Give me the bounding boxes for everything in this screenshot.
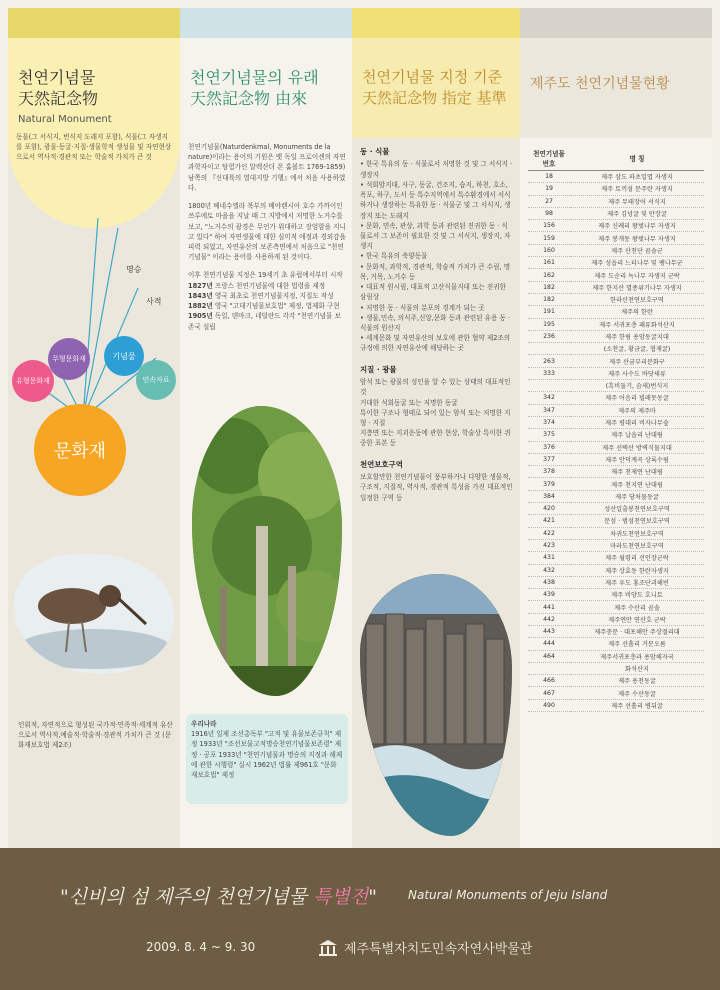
criteria-item: • 저명한 동 · 식물의 분포의 경계가 되는 곳 — [360, 303, 485, 312]
intro-text: 동물(그 서식지, 번식지 도래지 포함), 식물(그 자생지를 포함), 광물·동굴·지질·생물학적 생성물 및 자연현상으로서 역사적·경관적 또는 학술적 가치가 큰 것 — [16, 133, 172, 162]
criteria-item: • 대표적 원시림, 대표적 고산식물지대 또는 진귀한 삼림상 — [360, 283, 506, 302]
table-row — [528, 625, 704, 637]
history-item — [188, 301, 346, 311]
monument-number: 420 — [528, 503, 570, 515]
history-text: 영국 최초로 천연기념물지정, 지질도 작성 — [214, 291, 334, 300]
monument-name: 제주의 한란 — [570, 306, 704, 318]
table-row — [528, 306, 704, 318]
criteria-text-item: 저명한 동 · 식물의 분포의 경계가 되는 곳 — [366, 303, 485, 312]
table-row — [528, 527, 704, 539]
history-text: 독일, 덴마크, 네덜란드 각각 "천연기념물 보존국 설립 — [188, 312, 341, 331]
monument-name: 제주 안덕계곡 상록수림 — [570, 453, 704, 465]
criteria-item: • 한국 특유의 동 · 식물로서 저명한 것 및 그 서식지 · 생장지 — [360, 160, 513, 179]
table-row — [528, 183, 704, 195]
criteria-item: • 문화적, 과학적, 경관적, 학술적 가치가 큰 수림, 명목, 거목, 노거수 등 — [360, 262, 511, 281]
origin-paragraph-3: 이후 천연기념물 지정은 19세기 초 유럽에서부터 시작 — [188, 271, 343, 280]
criteria-text-item: 대표적 원시림, 대표적 고산식물지대 또는 진귀한 삼림상 — [360, 283, 506, 302]
monument-number: 156 — [528, 220, 570, 232]
monument-number: 160 — [528, 244, 570, 256]
bubble-monument: 기념물 — [104, 336, 144, 376]
table-row — [528, 613, 704, 625]
exhibition-title-highlight: 특별전 — [313, 886, 369, 908]
table-row — [528, 416, 704, 428]
monument-name: 제주 비양도 호니토 — [570, 589, 704, 601]
table-row — [528, 367, 704, 379]
monument-name: 제주 수산동굴 — [570, 687, 704, 699]
forest-image — [192, 406, 342, 696]
history-text: 프랑스 천연기념물에 대한 법령을 제정 — [214, 281, 326, 290]
monument-name: 제주중문 · 대포해안 주상절리대 — [570, 625, 704, 637]
monument-name: 제주 신례리 왕벚나무 자생지 — [570, 220, 704, 232]
exhibition-date: 2009. 8. 4 ~ 9. 30 — [146, 940, 256, 954]
monument-number: 379 — [528, 478, 570, 490]
table-row — [528, 576, 704, 588]
monument-name: 차귀도천연보호구역 — [570, 527, 704, 539]
exhibition-title-part: "신비의 섬 제주의 천연기념물 — [60, 886, 314, 908]
table-row — [528, 232, 704, 244]
monument-number: 464 — [528, 650, 570, 662]
monument-number: 421 — [528, 515, 570, 527]
criteria-text-item: 거대한 석회동굴 또는 저명한 동굴 — [360, 398, 458, 407]
table-row — [528, 662, 704, 674]
monument-number: 347 — [528, 404, 570, 416]
section-heading-geology: 지질 · 광물 — [360, 364, 397, 374]
monument-number — [528, 380, 570, 392]
monument-number: 439 — [528, 589, 570, 601]
table-header-row — [528, 146, 704, 171]
column-criteria — [352, 8, 520, 848]
column-title: 제주도 천연기념물현황 — [530, 76, 670, 92]
english-title: Natural Monument — [18, 114, 112, 125]
table-row — [528, 589, 704, 601]
table-row — [528, 564, 704, 576]
criteria-item: • 한국 특유의 축양동물 — [360, 252, 428, 261]
color-bar — [352, 8, 520, 38]
cultural-heritage-definition: 인위적, 자연적으로 형성된 국가적·민족적·세계적 유산으로서 역사적,예술적·학술적·경관적 가치가 큰 것 (문화재보호법 제2조) — [18, 721, 173, 750]
column-title: 천연기념물 지정 기준 — [362, 68, 502, 86]
korea-history-box — [186, 714, 348, 804]
exhibition-title-english: Natural Monuments of Jeju Island — [408, 888, 608, 902]
monument-number: 443 — [528, 625, 570, 637]
history-year: 1827년 — [188, 281, 213, 290]
monument-number: 431 — [528, 552, 570, 564]
monument-number: 374 — [528, 416, 570, 428]
column-subtitle: 天然記念物 指定 基準 — [362, 89, 507, 107]
museum-building-icon — [318, 939, 338, 957]
origin-paragraph-2: 1800년 베네수엘라 북부의 베야렌시아 호수 가까이인 쓰루에토 마을을 지날 때 그 지방에서 저명한 노거수를 보고, "노거수의 광경은 무언가 위대하고 장엄함을 지니고 있다" 하여 자연생물에 대한 심미적 애정과 경외감을 피력 되었고, 자연유산의 보존측면에서 처음으로 "천연기념물" 이라는 용어를 사용하게 된 것이다. — [188, 202, 346, 262]
criteria-text-item: 암석 또는 광물의 성인을 알 수 있는 상태의 대표적인 것 — [360, 378, 511, 397]
monument-name: 제주의 제주마 — [570, 404, 704, 416]
history-item — [188, 311, 346, 331]
monument-number: 467 — [528, 687, 570, 699]
criteria-text-item: 한국 특유의 동 · 식물로서 저명한 것 및 그 서식지 · 생장지 — [360, 160, 513, 179]
criteria-text-item: 석회암지대, 사구, 동굴, 건조지, 습지, 하천, 호소, 폭포, 하구, 도서 등 특수지역에서 특수환경에서 서식하거나 생장하는 특유한 동 · 식물군 및 그 서식지, 생장지 또는 도래지 — [360, 180, 511, 220]
monument-name: (소천굴, 황금굴, 협재굴) — [570, 343, 704, 355]
criteria-item: • 문화, 민속, 관상, 과학 등과 관련된 진귀한 동 · 식물로서 그 보존이 필요한 것 및 그 서식지, 생장지, 자생지 — [360, 221, 511, 251]
column-jeju-status — [520, 8, 712, 848]
korea-history-text: 1916년 일제 조선총독부 "고적 및 유물보존규칙" 제정 1933년 "조선보물고적명승천연기념물보존령" 제정 · 공포 1933년 "천연기념물과 명승의 지정과 해제에 관한 시행령" 실시 1962년 법률 제961호 "문화재보호법" 제정 — [191, 730, 343, 780]
column-origin — [180, 8, 352, 848]
monument-name: 제주 수산리 곰솔 — [570, 601, 704, 613]
monument-name: 제주 어음리 빌레못동굴 — [570, 392, 704, 404]
column-subtitle: 天然記念物 — [18, 89, 99, 108]
history-year: 1882년 — [188, 302, 213, 311]
label-scenic: 명승 — [126, 265, 142, 274]
table-row — [528, 675, 704, 687]
monument-name: 제주 상효동 한란자생지 — [570, 564, 704, 576]
criteria-text-item: 문화적, 과학적, 경관적, 학술적 가치가 큰 수림, 명목, 거목, 노거수 등 — [360, 262, 511, 281]
monument-number: 191 — [528, 306, 570, 318]
korea-history-heading: 우리나라 — [191, 720, 217, 728]
origin-paragraph-1: 천연기념물(Naturdenkmal, Monuments de la nature)이라는 용어의 기원은 옛 독일 프로이센의 자연과학자이고 탐험가인 알렉산더 폰 훔볼트 1769-1859)남쪽의 『신대륙의 열대지방 기행』에서 처음 사용하였다. — [188, 143, 346, 192]
monument-name: 제주 한지산 멸종위기나무 자생지 — [570, 281, 704, 293]
monument-name: 제주 봉개동 왕벚나무 자생지 — [570, 232, 704, 244]
criteria-item — [360, 398, 514, 408]
section-heading-reserve: 천연보호구역 — [360, 459, 403, 469]
monument-number: 27 — [528, 195, 570, 207]
table-row — [528, 318, 704, 330]
table-row — [528, 171, 704, 183]
monument-number: 466 — [528, 675, 570, 687]
monument-number: 195 — [528, 318, 570, 330]
bubble-tangible: 유형문화재 — [12, 360, 54, 402]
footer-banner — [0, 848, 720, 990]
table-row — [528, 195, 704, 207]
monument-name: 화석산지 — [570, 662, 704, 674]
header-name: 명 칭 — [570, 146, 704, 171]
monument-name: 제주 도순리 녹나무 자생지 군락 — [570, 269, 704, 281]
monument-number: 162 — [528, 269, 570, 281]
monument-name: 제주 납읍리 난대림 — [570, 429, 704, 441]
monument-name: 한라산천연보호구역 — [570, 293, 704, 305]
monument-name: 제주 선흘리 거문오름 — [570, 638, 704, 650]
monument-number: 19 — [528, 183, 570, 195]
criteria-text-item: 특이한 구조나 형태로 되어 있는 암석 또는 저명한 지형 · 지질 — [360, 408, 511, 427]
monument-name: 제주 월령리 선인장군락 — [570, 552, 704, 564]
origin-text — [188, 142, 346, 332]
exhibition-title — [60, 882, 377, 909]
monument-number: 263 — [528, 355, 570, 367]
table-row — [528, 503, 704, 515]
monument-number: 98 — [528, 207, 570, 219]
monument-name: (흑비둘기, 슴새)번식지 — [570, 380, 704, 392]
monument-number: 442 — [528, 613, 570, 625]
color-bar — [520, 8, 712, 38]
bubble-cultural-heritage: 문화재 — [34, 404, 126, 496]
monument-number: 18 — [528, 171, 570, 183]
table-row — [528, 281, 704, 293]
history-text: 영국 "고대기념물보호법" 제정, 법제화 구현 — [214, 302, 340, 311]
monument-number: 432 — [528, 564, 570, 576]
monument-number: 384 — [528, 490, 570, 502]
criteria-item: • 석회암지대, 사구, 동굴, 건조지, 습지, 하천, 호소, 폭포, 하구, 도서 등 특수지역에서 특수환경에서 서식하거나 생장하는 특유한 동 · 식물군 및 그 서식지, 생장지 또는 도래지 — [360, 180, 511, 220]
table-row — [528, 478, 704, 490]
table-row — [528, 687, 704, 699]
table-row — [528, 293, 704, 305]
museum-name — [318, 938, 532, 957]
table-row — [528, 453, 704, 465]
criteria-item: • 세계문화 및 자연유산의 보호에 관한 협약 제2조의 규정에 의한 자연유산에 해당하는 곳 — [360, 334, 511, 353]
monument-number: 182 — [528, 281, 570, 293]
monument-number: 441 — [528, 601, 570, 613]
column-natural-monument — [8, 8, 180, 848]
criteria-text-item: 지층면 또는 지괴운동에 관한 현상, 학술상 특이한 퀴중한 표본 등 — [360, 429, 511, 448]
monument-number: 159 — [528, 232, 570, 244]
monument-name: 제주 용천동굴 — [570, 675, 704, 687]
color-bar — [180, 8, 352, 38]
criteria-item: • 생물,민속, 의식주,신앙,문화 등과 관련된 유용 동 · 식물의 원산지 — [360, 313, 511, 332]
table-body — [528, 171, 704, 712]
criteria-text-item: 문화, 민속, 관상, 과학 등과 관련된 진귀한 동 · 식물로서 그 보존이 필요한 것 및 그 서식지, 생장지, 자생지 — [360, 221, 511, 251]
monument-number: 236 — [528, 330, 570, 342]
table-row — [528, 515, 704, 527]
criteria-text-item: 보호할만한 천연기념물이 풍부하거나 다양한 생물적, 구조적, 지질적, 역사적, 경관적 특성을 가진 대표적인 일정한 구역 등 — [360, 473, 513, 502]
table-row — [528, 539, 704, 551]
exhibition-title-part: " — [368, 886, 377, 908]
monument-name: 제주 천제연 난대림 — [570, 466, 704, 478]
history-item — [188, 281, 346, 291]
bubble-intangible: 무형문화재 — [48, 338, 90, 380]
monument-name: 제주 당처물동굴 — [570, 490, 704, 502]
criteria-item — [360, 472, 514, 503]
coast-rock-image — [360, 574, 512, 836]
label-historic: 사적 — [146, 297, 162, 306]
monument-number: 438 — [528, 576, 570, 588]
table-row — [528, 638, 704, 650]
museum-name-text: 제주특별자치도민속자연사박물관 — [344, 942, 533, 957]
column-title: 천연기념물의 유래 — [190, 68, 319, 87]
monument-number: 375 — [528, 429, 570, 441]
monument-number: 333 — [528, 367, 570, 379]
history-list — [188, 281, 346, 332]
criteria-text-item: 생물,민속, 의식주,신앙,문화 등과 관련된 유용 동 · 식물의 원산지 — [360, 313, 511, 332]
table-row — [528, 343, 704, 355]
table-row — [528, 441, 704, 453]
table-row — [528, 355, 704, 367]
monument-number: 376 — [528, 441, 570, 453]
monument-number: 377 — [528, 453, 570, 465]
monument-name: 제주 한림 용암동굴지대 — [570, 330, 704, 342]
monument-name: 제주 산굼부리분화구 — [570, 355, 704, 367]
bubble-folklore: 민속자료 — [136, 360, 176, 400]
monument-name: 제주 선흘리 병뒤굴 — [570, 699, 704, 711]
monument-name: 제주 토끼섬 문주란 자생지 — [570, 183, 704, 195]
monument-name: 제주 성읍리 느티나무 및 팽나무군 — [570, 257, 704, 269]
monument-number — [528, 662, 570, 674]
monument-name: 문섬 · 범섬천연보호구역 — [570, 515, 704, 527]
column-subtitle: 天然記念物 由來 — [190, 89, 308, 108]
criteria-text-item: 한국 특유의 축양동물 — [366, 252, 428, 261]
table-row — [528, 380, 704, 392]
monument-name: 성산일출봉천연보호구역 — [570, 503, 704, 515]
monument-number: 423 — [528, 539, 570, 551]
monument-number: 490 — [528, 699, 570, 711]
section-heading-flora-fauna: 동 · 식물 — [360, 147, 390, 156]
monument-name: 제주 우도 홍조단괴해빈 — [570, 576, 704, 588]
history-year: 1905년 — [188, 312, 213, 321]
table-row — [528, 207, 704, 219]
table-row — [528, 699, 704, 711]
column-title: 천연기념물 — [18, 68, 96, 87]
header-number: 천연기념물 번호 — [528, 146, 570, 171]
table-row — [528, 601, 704, 613]
table-row — [528, 552, 704, 564]
table-row — [528, 650, 704, 662]
table-row — [528, 244, 704, 256]
monument-number: 182 — [528, 293, 570, 305]
monument-number: 161 — [528, 257, 570, 269]
monument-number: 378 — [528, 466, 570, 478]
monument-name: 제주 사수도 바닷새류 — [570, 367, 704, 379]
criteria-text-item: 세계문화 및 자연유산의 보호에 관한 협약 제2조의 규정에 의한 자연유산에 해당하는 곳 — [360, 334, 511, 353]
monument-name: 제주 김녕굴 및 만장굴 — [570, 207, 704, 219]
color-bar — [8, 8, 180, 38]
monument-number — [528, 343, 570, 355]
table-row — [528, 220, 704, 232]
header-band — [352, 38, 520, 138]
criteria-item — [360, 377, 514, 397]
monument-name: 제주 서귀포층 패류화석산지 — [570, 318, 704, 330]
table-row — [528, 404, 704, 416]
table-row — [528, 392, 704, 404]
criteria-item — [360, 408, 514, 428]
monument-name: 제주 선택산 방벽식물지대 — [570, 441, 704, 453]
monument-name: 제주 무태장어 서식지 — [570, 195, 704, 207]
table-row — [528, 429, 704, 441]
table-row — [528, 490, 704, 502]
monument-name: 제주 평대리 비자나무숲 — [570, 416, 704, 428]
history-item — [188, 291, 346, 301]
monument-name: 제주 천지연 난대림 — [570, 478, 704, 490]
monument-number: 342 — [528, 392, 570, 404]
table-row — [528, 330, 704, 342]
monument-name: 제주서귀포층과 용암해자국 — [570, 650, 704, 662]
monument-table — [528, 146, 704, 712]
history-year: 1843년 — [188, 291, 213, 300]
table-row — [528, 257, 704, 269]
monument-name: 제주 산천단 곰솔군 — [570, 244, 704, 256]
table-row — [528, 466, 704, 478]
table-row — [528, 269, 704, 281]
monument-number: 422 — [528, 527, 570, 539]
monument-name: 마라도천연보호구역 — [570, 539, 704, 551]
criteria-item — [360, 428, 514, 448]
monument-name: 제주 삼도 파초일엽 자생지 — [570, 171, 704, 183]
monument-name: 제주연안 연산호 군락 — [570, 613, 704, 625]
monument-number: 444 — [528, 638, 570, 650]
bird-image — [14, 554, 174, 674]
criteria-text — [360, 140, 514, 503]
